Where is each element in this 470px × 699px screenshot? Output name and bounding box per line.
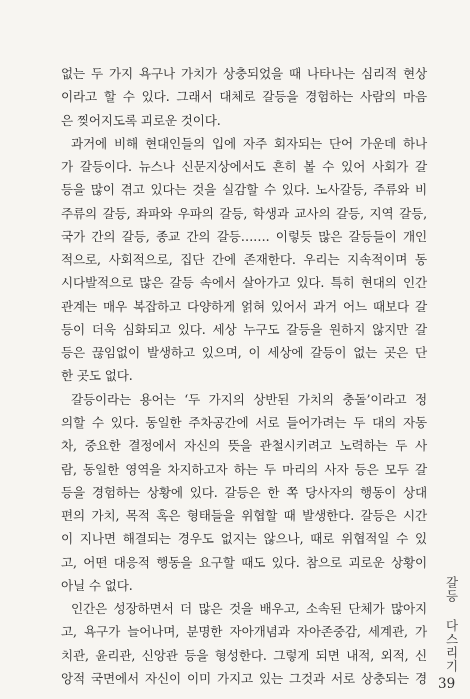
page-footer	[440, 576, 464, 696]
text-line: 앙적 국면에서 자신이 이미 가지고 있는 그것과 서로 상충되는 경	[61, 670, 427, 686]
text-line: 람, 동일한 영역을 차지하고자 하는 두 마리의 사자 등은 모두 갈	[61, 461, 427, 477]
text-line: 은 찢어지도록 괴로운 것이다.	[61, 112, 221, 128]
text-line: 없는 두 가지 욕구나 가치가 상충되었을 때 나타나는 심리적 현상	[61, 66, 427, 81]
text-line: 치관, 윤리관, 신앙관 등을 형성한다. 그렇게 되면 내적, 외적, 신	[61, 647, 427, 663]
text-line: 이 지나면 해결되는 경우도 없지는 않으나, 때로 위협적일 수 있	[61, 531, 427, 547]
text-line: 주류의 갈등, 좌파와 우파의 갈등, 학생과 교사의 갈등, 지역 갈등,	[61, 205, 427, 221]
text-line: 시다발적으로 많은 갈등 속에서 살아가고 있다. 특히 현대의 인간	[61, 275, 427, 291]
text-line: 고, 어떤 대응적 행동을 요구할 때도 있다. 참으로 괴로운 상황이	[61, 554, 427, 570]
text-line: 가 갈등이다. 뉴스나 신문지상에서도 흔히 볼 수 있어 사회가 갈	[61, 159, 427, 175]
text-line: 등이 더욱 심화되고 있다. 세상 누구도 갈등을 원하지 않지만 갈	[61, 321, 427, 337]
text-line: 등을 많이 겪고 있다는 것을 실감할 수 있다. 노사갈등, 주류와 비	[61, 182, 427, 198]
page-number: 39	[438, 676, 456, 692]
text-line: 등을 경험하는 상황에 있다. 갈등은 한 쪽 당사자의 행동이 상대	[61, 484, 427, 500]
text-line: 차, 중요한 결정에서 자신의 뜻을 관철시키려고 노력하는 두 사	[61, 438, 427, 454]
text-line: 한 곳도 없다.	[61, 368, 133, 384]
text-line: 등은 끊임없이 발생하고 있으며, 이 세상에 갈등이 없는 곳은 단	[61, 345, 427, 361]
text-line: 이라고 할 수 있다. 그래서 대체로 갈등을 경험하는 사람의 마음	[61, 89, 427, 105]
paragraph-first-line: 갈등이라는 용어는 ‘두 가지의 상반된 가치의 충돌’이라고 정	[71, 391, 427, 407]
paragraph-first-line: 과거에 비해 현대인들의 입에 자주 회자되는 단어 가운데 하나	[71, 135, 427, 151]
text-line: 고, 욕구가 늘어나며, 분명한 자아개념과 자아존중감, 세계관, 가	[61, 624, 427, 640]
text-line: 의할 수 있다. 동일한 주차공간에 서로 들어가려는 두 대의 자동	[61, 414, 427, 430]
text-line: 적으로, 사회적으로, 집단 간에 존재한다. 우리는 지속적이며 동	[61, 252, 427, 268]
text-line: 편의 가치, 목적 혹은 형태들을 위협할 때 발생한다. 갈등은 시간	[61, 508, 427, 524]
text-line: 아닐 수 없다.	[61, 577, 133, 593]
body-text	[61, 62, 427, 690]
paragraph-first-line: 인간은 성장하면서 더 많은 것을 배우고, 소속된 단체가 많아지	[71, 601, 427, 617]
text-line: 국가 간의 갈등, 종교 간의 갈등……. 이렇듯 많은 갈등들이 개인	[61, 228, 427, 244]
running-title: 갈등 다스리기	[444, 576, 459, 673]
text-line: 관계는 매우 복잡하고 다양하게 얽혀 있어서 과거 어느 때보다 갈	[61, 298, 427, 314]
